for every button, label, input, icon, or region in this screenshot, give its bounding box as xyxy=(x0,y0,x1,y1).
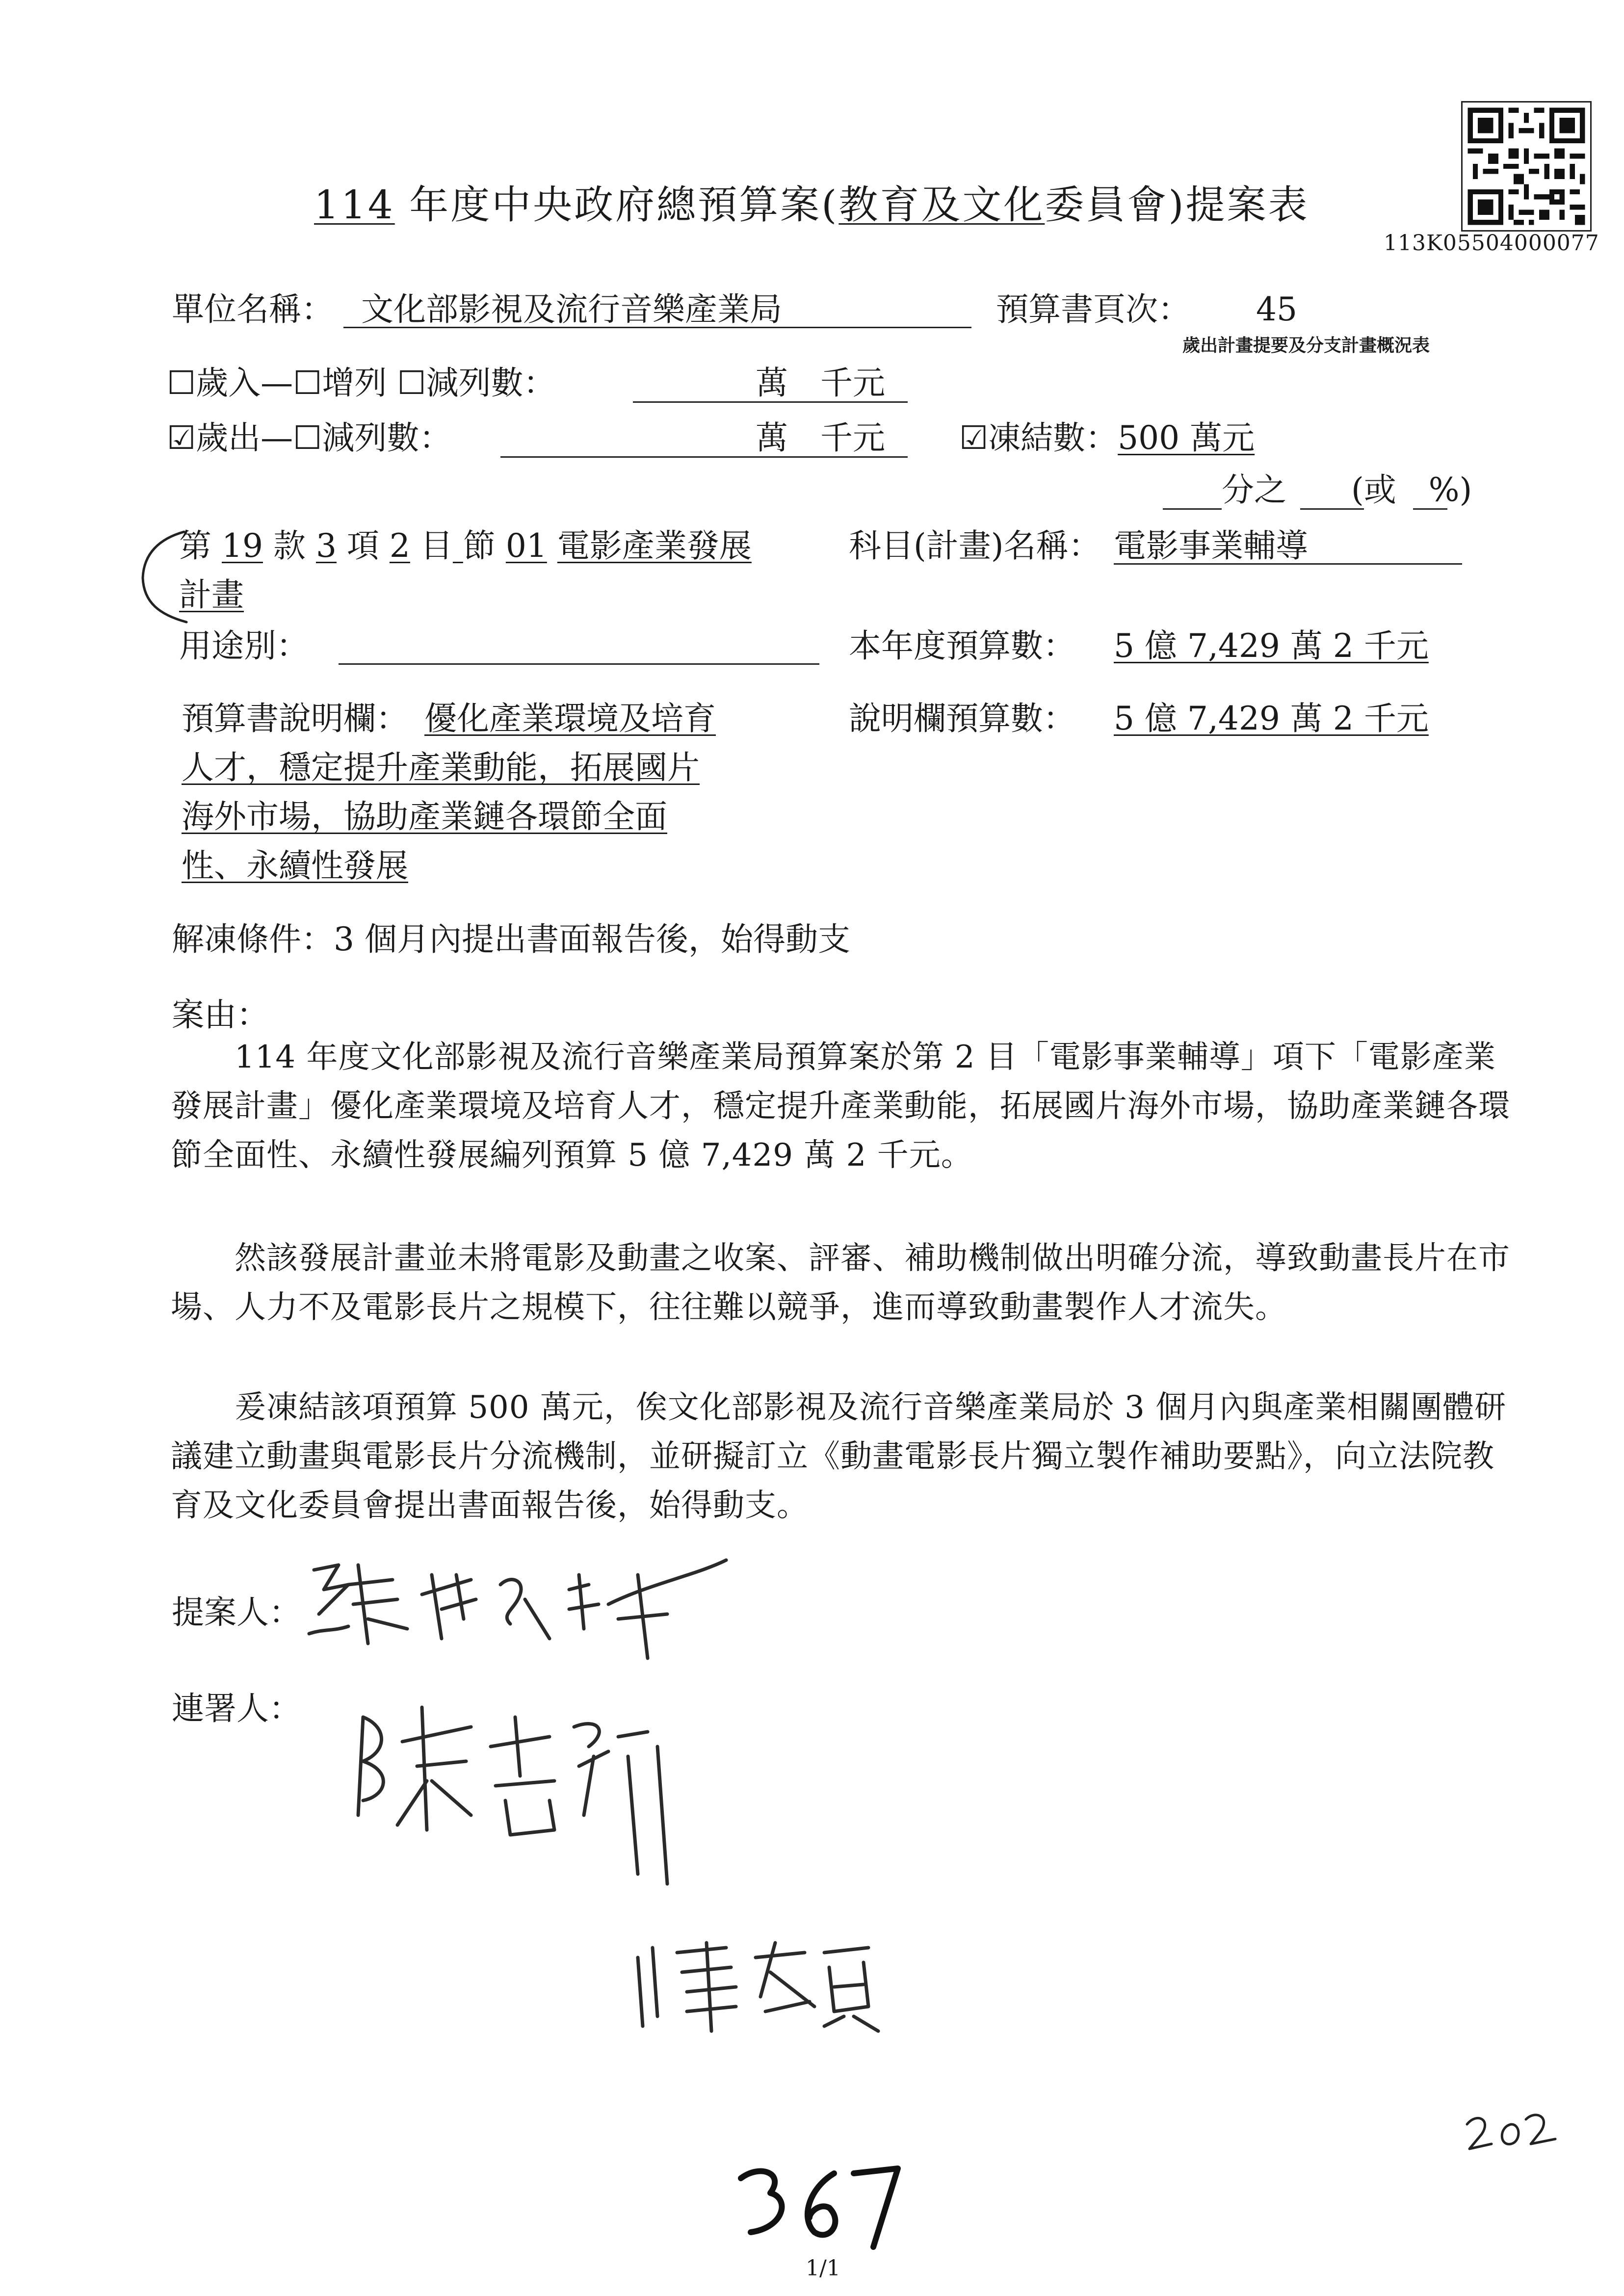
reason-paragraph-1: 114 年度文化部影視及流行音樂產業局預算案於第 2 目「電影事業輔導」項下「電影產業發展計畫」優化產業環境及培育人才，穩定提升產業動能，拓展國片海外市場，協助產業鏈各環節全面性、永續性發展編列預算 5 億 7,429 萬 2 千元。 xyxy=(171,1039,1510,1174)
expense-text: 歲出— xyxy=(196,419,293,457)
unit-label: 單位名稱： xyxy=(172,290,334,328)
explanation-line-3: 海外市場，協助產業鏈各環節全面 xyxy=(182,798,667,835)
revenue-text: 歲入— xyxy=(196,364,293,402)
item-mu-value: 2 xyxy=(389,527,410,565)
expense-line xyxy=(167,419,452,457)
expense-decrease-text: 減列數： xyxy=(322,419,452,457)
explanation-amount-label: 說明欄預算數： xyxy=(849,700,1075,737)
item-kuan-value: 19 xyxy=(221,527,263,565)
title-part-b: 委員會)提案表 xyxy=(1045,182,1310,228)
title-year: 114 xyxy=(314,182,395,228)
subject-value: 電影事業輔導 xyxy=(1114,527,1308,565)
revenue-units: 萬 千元 xyxy=(756,364,885,402)
page-label: 預算書頁次： xyxy=(996,290,1190,328)
item-jie: 節 xyxy=(463,527,496,565)
signature-cosigner-1 xyxy=(343,1688,716,1913)
signature-cosigner-2 xyxy=(628,1928,883,2046)
explanation-label: 預算書說明欄： xyxy=(182,700,408,737)
reason-paragraph-2: 然該發展計畫並未將電影及動畫之收案、評審、補助機制做出明確分流，導致動畫長片在市場、人力不及電影長片之規模下，往往難以競爭，進而導致動畫製作人才流失。 xyxy=(171,1240,1510,1326)
checkbox-increase: ☐ xyxy=(293,364,322,402)
plan-code: 01 xyxy=(505,527,547,565)
plan-name-1: 電影產業發展 xyxy=(557,527,752,565)
ratio-line: 分之 (或 %) xyxy=(1222,471,1472,509)
cosigner-label: 連署人： xyxy=(172,1690,301,1727)
increase-text: 增列 xyxy=(322,364,387,402)
explanation-line-4: 性、永續性發展 xyxy=(182,847,408,885)
document-code: 113K05504000077 xyxy=(1384,231,1599,256)
reason-paragraph-3: 爰凍結該項預算 500 萬元，俟文化部影視及流行音樂產業局於 3 個月內與產業相關團體研議建立動畫與電影長片分流機制，並研擬訂立《動畫電影長片獨立製作補助要點》，向立法院教育及文化委員會提出書面報告後，始得動支。 xyxy=(171,1389,1507,1524)
qr-code xyxy=(1461,101,1592,232)
page-value: 45 xyxy=(1256,290,1297,328)
freeze-line xyxy=(959,419,1255,457)
subject-underline xyxy=(1114,563,1462,565)
decrease-text: 減列數： xyxy=(426,364,556,402)
subject-label: 科目(計畫)名稱： xyxy=(849,527,1101,565)
explanation-amount-value: 5 億 7,429 萬 2 千元 xyxy=(1114,700,1429,737)
freeze-label: 凍結數： xyxy=(988,419,1118,457)
expense-units: 萬 千元 xyxy=(756,419,885,457)
checkbox-expense-decrease: ☐ xyxy=(293,419,322,457)
checkbox-revenue: ☐ xyxy=(167,364,196,402)
reason-label: 案由： xyxy=(172,996,269,1034)
budget-value: 5 億 7,429 萬 2 千元 xyxy=(1114,627,1429,665)
item-di: 第 xyxy=(179,527,211,565)
page-note: 歲出計畫提要及分支計畫概況表 xyxy=(1182,335,1430,356)
checkbox-decrease: ☐ xyxy=(397,364,426,402)
ratio-underline-3 xyxy=(1413,508,1447,510)
signature-proposer xyxy=(294,1545,736,1663)
corner-number xyxy=(1462,2105,1560,2159)
usage-label: 用途別： xyxy=(179,627,309,665)
checkbox-freeze: ☑ xyxy=(959,419,989,457)
unfreeze-condition: 解凍條件：3 個月內提出書面報告後，始得動支 xyxy=(172,920,850,958)
item-xiang-value: 3 xyxy=(315,527,337,565)
ratio-underline-1 xyxy=(1163,508,1222,510)
plan-name-2: 計畫 xyxy=(179,576,244,614)
item-kuan: 款 xyxy=(273,527,306,565)
proposer-label: 提案人： xyxy=(172,1593,301,1631)
freeze-value: 500 萬元 xyxy=(1118,419,1255,457)
item-jie-blank xyxy=(453,527,463,565)
page-number: 1/1 xyxy=(806,2256,840,2281)
unit-underline xyxy=(343,327,971,328)
handwritten-number xyxy=(731,2159,908,2257)
explanation-line-2: 人才，穩定提升產業動能，拓展國片 xyxy=(182,749,700,786)
unit-value: 文化部影視及流行音樂產業局 xyxy=(361,290,782,328)
explanation-line-1: 優化產業環境及培育 xyxy=(424,700,716,737)
title-committee: 教育及文化 xyxy=(838,182,1045,228)
item-line xyxy=(179,527,752,565)
item-xiang: 項 xyxy=(346,527,379,565)
checkbox-expense: ☑ xyxy=(167,419,196,457)
ratio-underline-2 xyxy=(1300,508,1364,510)
title-part-a: 年度中央政府總預算案( xyxy=(394,182,839,228)
item-mu: 目 xyxy=(420,527,453,565)
budget-label: 本年度預算數： xyxy=(849,627,1075,665)
usage-underline xyxy=(339,663,819,665)
page-title xyxy=(314,182,1310,228)
revenue-line xyxy=(167,364,556,402)
